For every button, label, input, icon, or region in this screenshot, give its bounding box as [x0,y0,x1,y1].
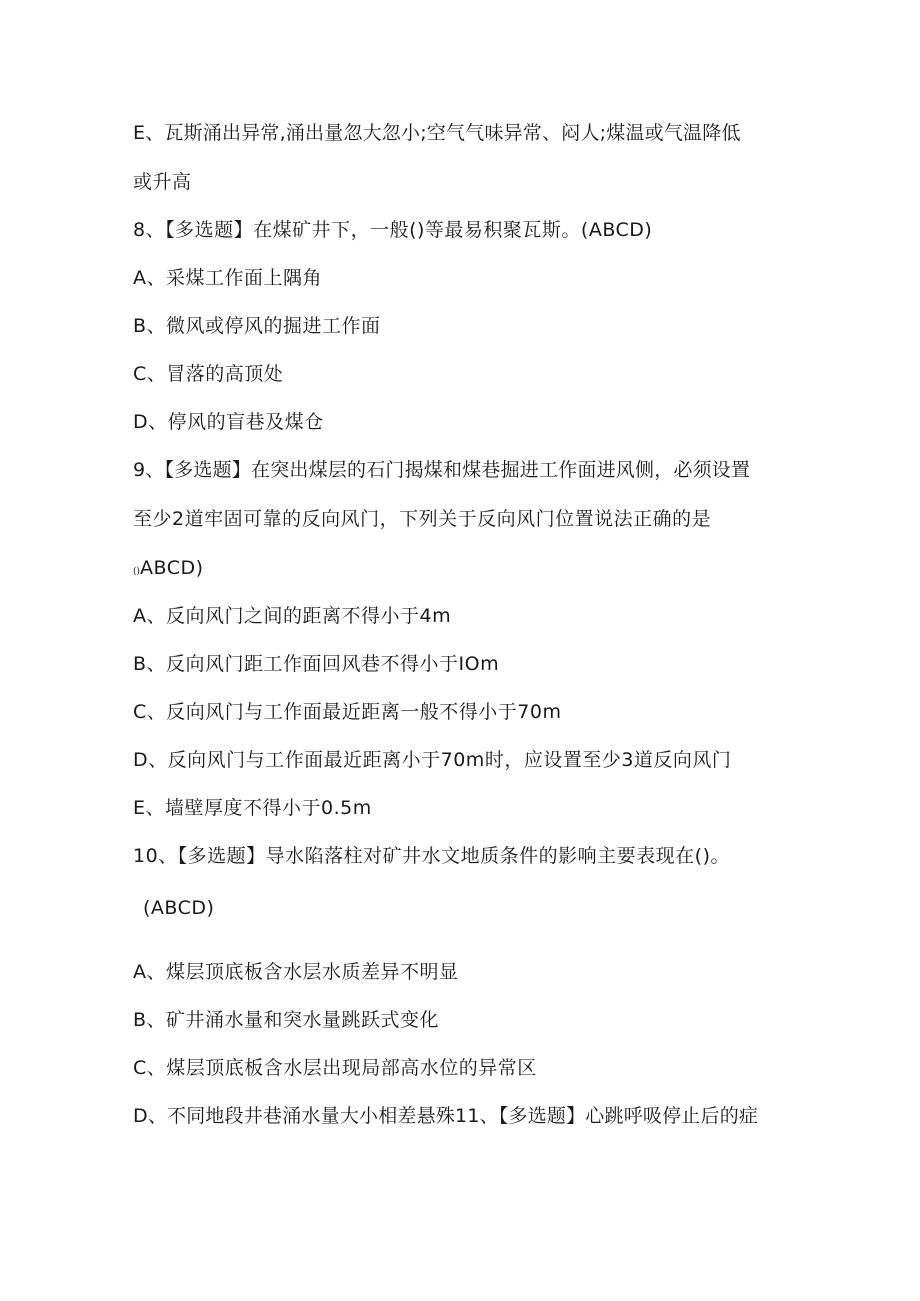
q9-option-b: B、反向风门距工作面回风巷不得小于IOm [133,653,500,675]
q8-option-b: B、微风或停风的掘进工作面 [133,315,381,337]
q8-title: 8、【多选题】在煤矿井下，一般()等最易积聚瓦斯。(ABCD) [133,219,653,241]
q9-title-line2: 至少2道牢固可靠的反向风门，下列关于反向风门位置说法正确的是 [133,508,712,530]
q10-title: 10、【多选题】导水陷落柱对矿井水文地质条件的影响主要表现在()。 [133,845,731,867]
q10-option-b: B、矿井涌水量和突水量跳跃式变化 [133,1009,440,1031]
q9-option-a: A、反向风门之间的距离不得小于4m [133,605,452,627]
q9-title-line1: 9、【多选题】在突出煤层的石门揭煤和煤巷掘进工作面进风侧，必须设置 [133,459,751,481]
q8-option-d: D、停风的盲巷及煤仓 [133,411,324,433]
q10-option-a: A、煤层顶底板含水层水质差异不明显 [133,961,459,983]
q9-option-e: E、墙壁厚度不得小于0.5m [133,797,372,819]
q8-option-a: A、采煤工作面上隅角 [133,267,322,289]
q7-option-e-line2: 或升高 [133,171,192,193]
q9-option-c: C、反向风门与工作面最近距离一般不得小于70m [133,701,562,723]
q9-answer-paren: () [133,567,141,577]
q10-answer: (ABCD) [143,897,215,919]
q9-answer-text: ABCD) [140,557,204,579]
q10-option-d: D、不同地段井巷涌水量大小相差悬殊11、【多选题】心跳呼吸停止后的症 [133,1105,759,1127]
q9-answer [133,556,204,584]
q8-option-c: C、冒落的高顶处 [133,363,284,385]
q9-option-d: D、反向风门与工作面最近距离小于70m时，应设置至少3道反向风门 [133,749,732,771]
q7-option-e-line1: E、瓦斯涌出异常,涌出量忽大忽小;空气气味异常、闷人;煤温或气温降低 [133,122,741,144]
q10-option-c: C、煤层顶底板含水层出现局部高水位的异常区 [133,1057,537,1079]
